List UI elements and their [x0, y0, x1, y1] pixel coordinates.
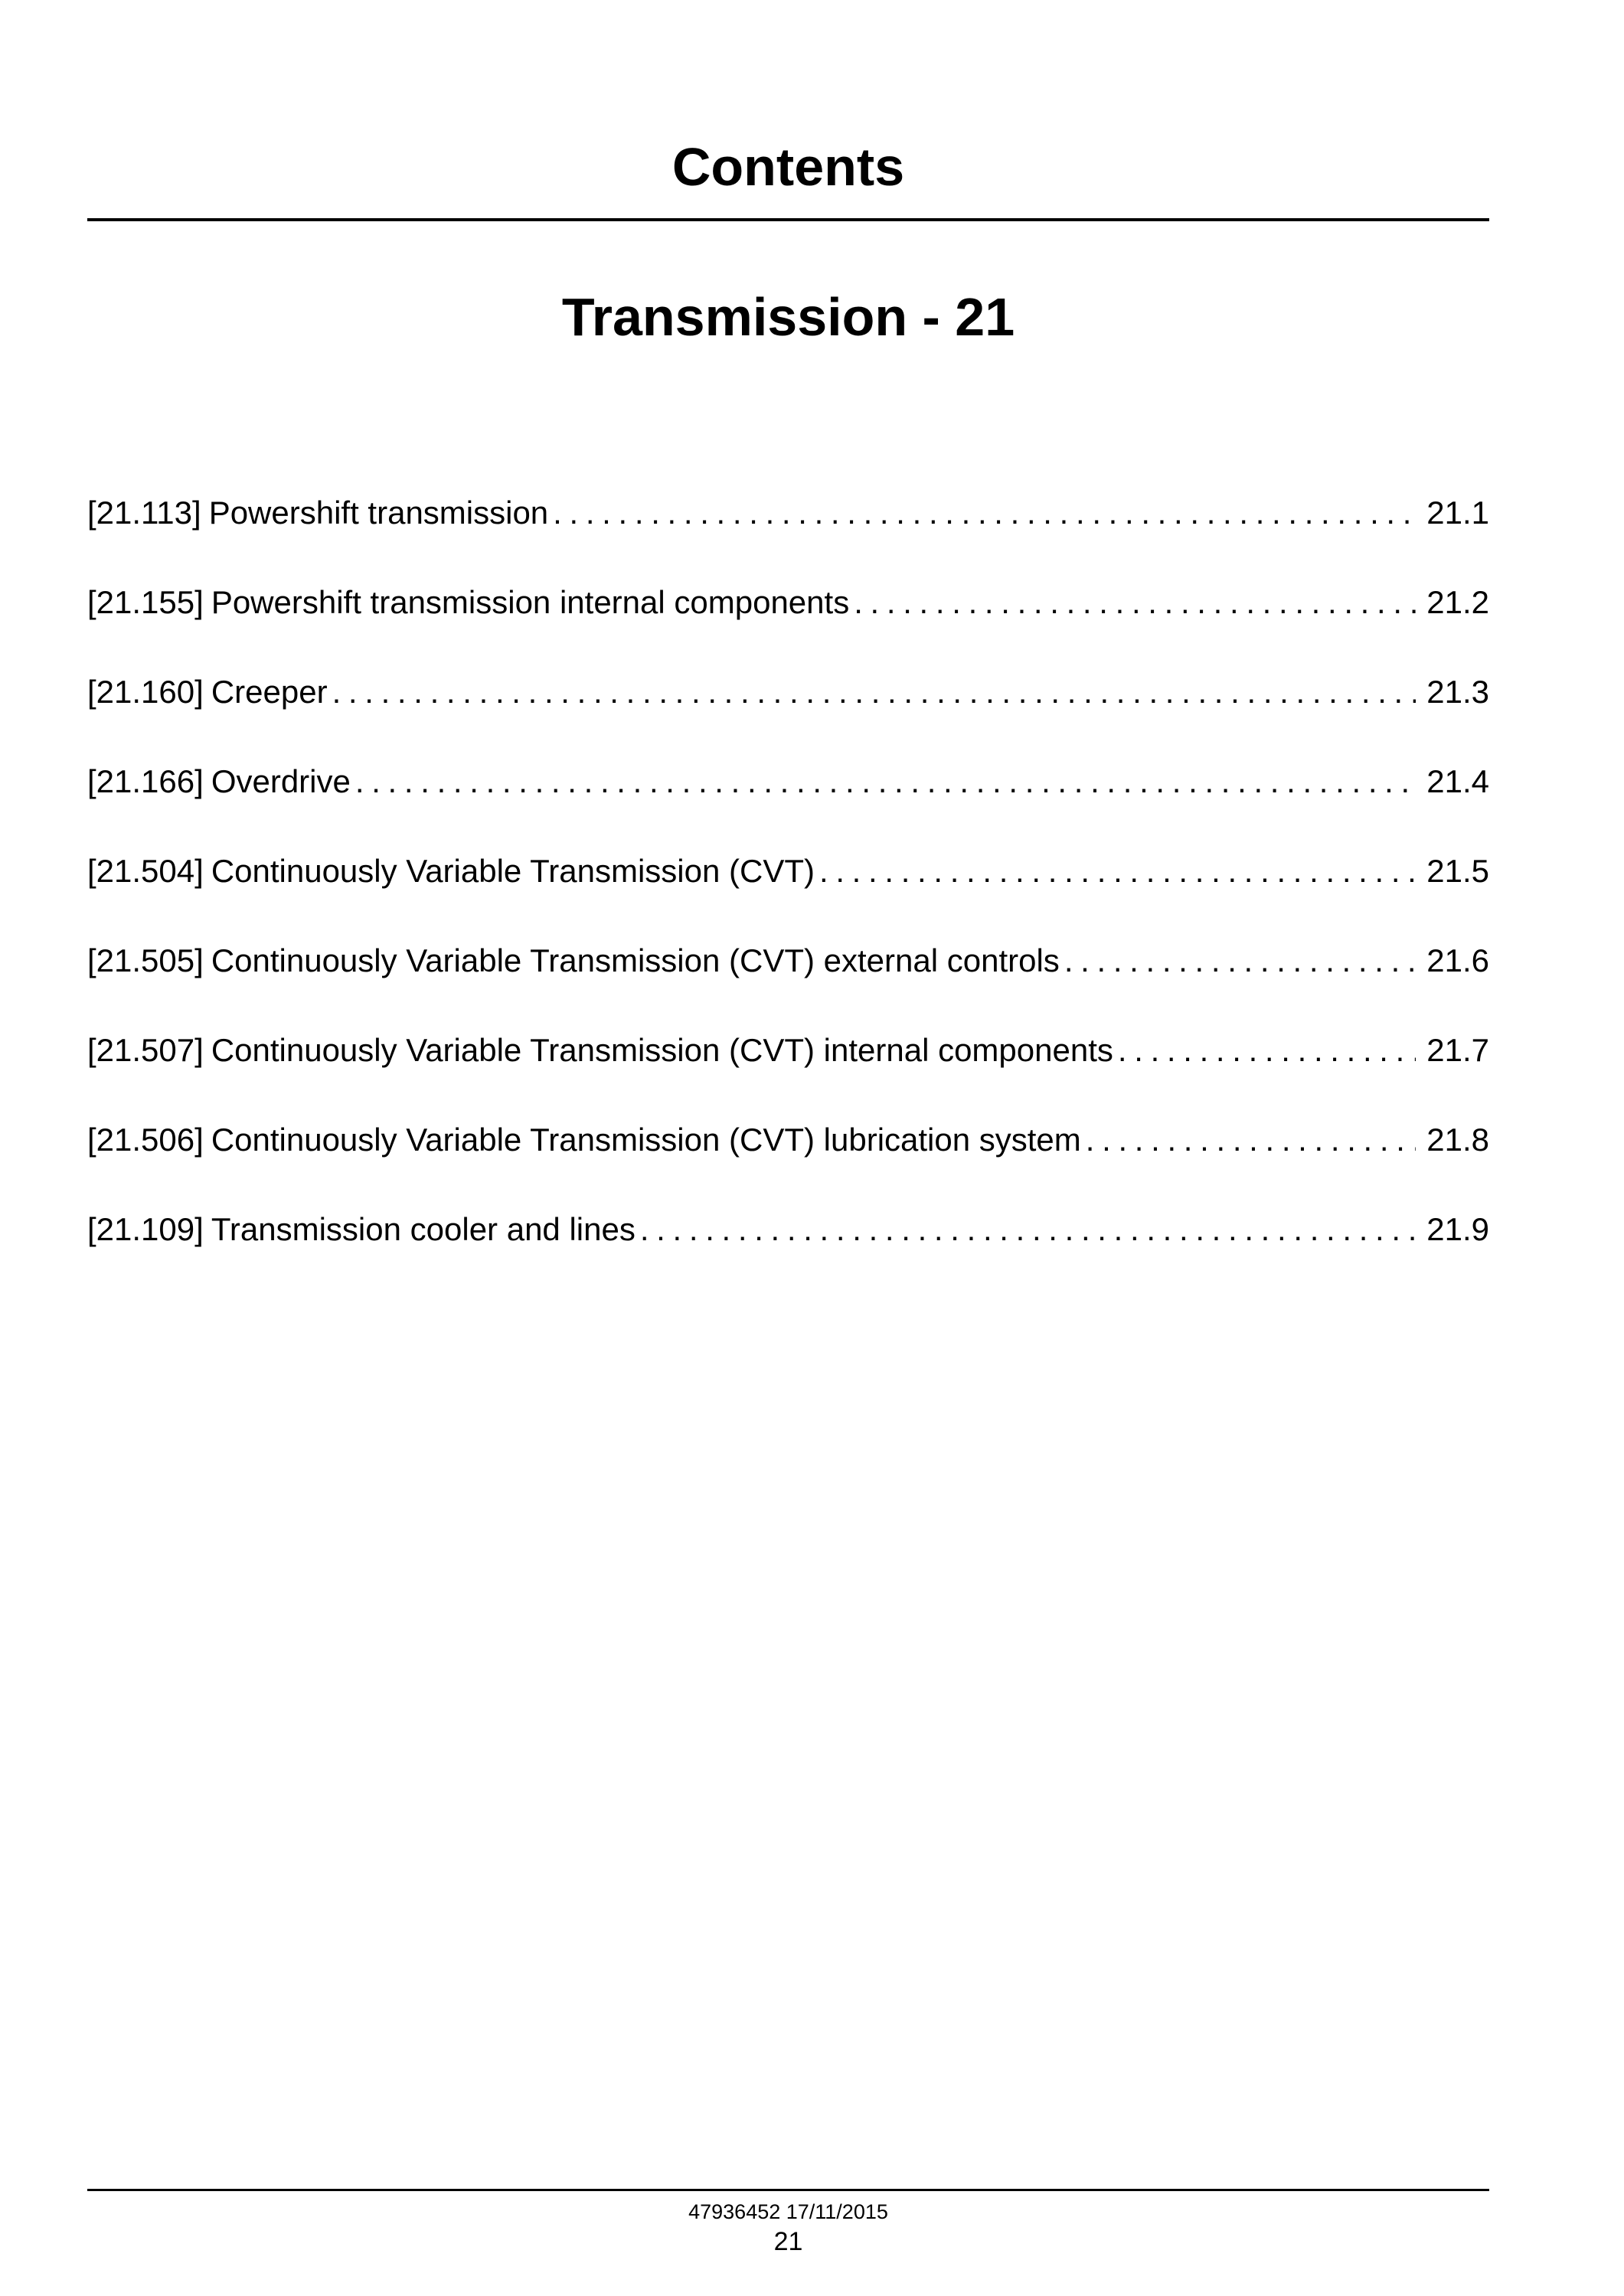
- dot-leader: [355, 759, 1416, 805]
- dot-leader: [1086, 1117, 1416, 1163]
- toc-entry-title: Continuously Variable Transmission (CVT) internal components: [211, 1032, 1113, 1068]
- document-reference: 47936452 17/11/2015: [688, 2200, 888, 2223]
- toc-entry-page: 21.6: [1426, 942, 1489, 978]
- toc-entry-code: [21.109]: [87, 1211, 204, 1247]
- dot-leader: [332, 669, 1417, 715]
- toc-entry-code: [21.160]: [87, 674, 204, 710]
- toc-entry-page: 21.8: [1426, 1122, 1489, 1158]
- toc-entry-21-504[interactable]: [87, 848, 1489, 938]
- table-of-contents: [87, 490, 1489, 1296]
- toc-entry-page: 21.1: [1426, 495, 1489, 531]
- toc-entry-code: [21.506]: [87, 1122, 204, 1158]
- toc-entry-page: 21.7: [1426, 1032, 1489, 1068]
- section-title: Transmission - 21: [561, 287, 1015, 347]
- toc-entry-page: 21.4: [1426, 763, 1489, 799]
- toc-entry-21-113[interactable]: [87, 490, 1489, 580]
- toc-entry-code: [21.505]: [87, 942, 204, 978]
- toc-entry-title: Transmission cooler and lines: [211, 1211, 636, 1247]
- toc-entry-code: [21.113]: [87, 495, 201, 531]
- header-divider: [87, 218, 1489, 221]
- toc-entry-title: Overdrive: [211, 763, 351, 799]
- toc-entry-code: [21.166]: [87, 763, 204, 799]
- toc-entry-code: [21.507]: [87, 1032, 204, 1068]
- toc-entry-title: Continuously Variable Transmission (CVT) external controls: [211, 942, 1060, 978]
- dot-leader: [640, 1207, 1416, 1253]
- toc-entry-title: Powershift transmission internal components: [211, 584, 850, 620]
- toc-entry-code: [21.504]: [87, 853, 204, 889]
- dot-leader: [553, 490, 1416, 536]
- toc-entry-21-166[interactable]: [87, 759, 1489, 848]
- toc-entry-title: Creeper: [211, 674, 328, 710]
- toc-entry-page: 21.9: [1426, 1211, 1489, 1247]
- page-number: 21: [773, 2227, 803, 2256]
- toc-entry-21-507[interactable]: [87, 1027, 1489, 1117]
- page-title: Contents: [671, 137, 905, 197]
- toc-entry-21-160[interactable]: [87, 669, 1489, 759]
- dot-leader: [1064, 938, 1416, 984]
- toc-entry-21-109[interactable]: [87, 1207, 1489, 1296]
- dot-leader: [1118, 1027, 1416, 1073]
- toc-entry-code: [21.155]: [87, 584, 204, 620]
- toc-entry-title: Powershift transmission: [208, 495, 549, 531]
- toc-entry-page: 21.5: [1426, 853, 1489, 889]
- toc-entry-title: Continuously Variable Transmission (CVT) lubrication system: [211, 1122, 1081, 1158]
- dot-leader: [854, 580, 1416, 625]
- footer-divider: [87, 2189, 1489, 2191]
- toc-entry-21-505[interactable]: [87, 938, 1489, 1027]
- toc-entry-page: 21.3: [1426, 674, 1489, 710]
- toc-entry-21-155[interactable]: [87, 580, 1489, 669]
- toc-entry-title: Continuously Variable Transmission (CVT): [211, 853, 815, 889]
- toc-entry-page: 21.2: [1426, 584, 1489, 620]
- toc-entry-21-506[interactable]: [87, 1117, 1489, 1207]
- dot-leader: [819, 848, 1416, 894]
